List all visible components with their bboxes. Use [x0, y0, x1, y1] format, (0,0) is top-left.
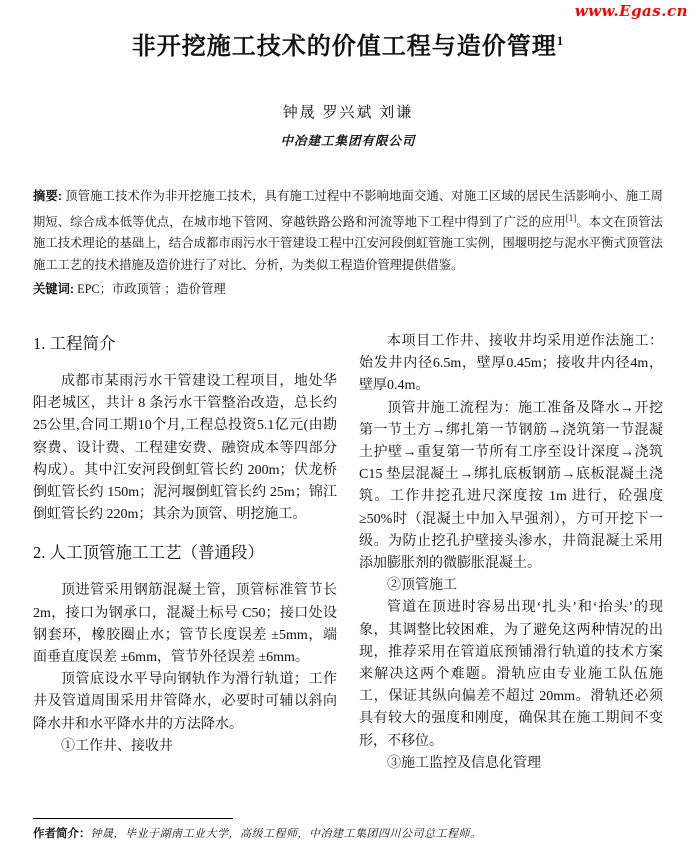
- footnote-divider: [33, 818, 233, 819]
- section-heading-2: 2. 人工顶管施工工艺（普通段）: [33, 543, 264, 563]
- keywords-paragraph: [33, 279, 663, 301]
- construction-flow-paragraph: 顶管井施工流程为：施工准备及降水→开挖第一节土方→绑扎第一节钢筋→浇筑第一节混凝土护壁→重复第一节所有工序至设计深度→浇筑 C15 垫层混凝土→绑扎底板钢筋→底板混凝土浇筑。工作井挖孔进尺深度按 1m 进行，砼强度≥50%时（混凝土中加入早强剂），方可开挖下一级。为防止挖孔护壁接头渗水，井筒混凝土采用添加膨胀剂的微膨胀混凝土。: [359, 400, 663, 572]
- list-item-2: ②顶管施工: [387, 578, 457, 594]
- two-column-body: [33, 331, 663, 775]
- keywords-label: 关键词:: [33, 282, 74, 297]
- citation-marker: [1]: [565, 212, 577, 223]
- footnote-label: 作者简介：: [33, 828, 91, 840]
- footnote-text: [33, 826, 663, 842]
- abstract-text-continued: 。本文在顶管法施工技术理论的基础上，结合成都市雨污水干管建设工程中江安河段倒虹管施工实例，围堰明挖与泥水平衡式顶管法施工工艺的技术措施及造价进行了对比、分析，为类似工程造价管理提供借鉴。: [33, 214, 663, 272]
- list-item-1: ①工作井、接收井: [61, 738, 173, 754]
- pipe-jacking-paragraph: 管道在顶进时容易出现‘扎头’和‘抬头’的现象，其调整比较困难，为了避免这两种情况的出现，推荐采用在管道底预铺滑行轨道的技术方案来解决这两个难题。滑轨应由专业施工队伍施工，保证其纵向偏差不超过 20mm。滑轨还必须具有较大的强度和刚度，确保其在施工期间不变形，不移位。: [359, 600, 663, 749]
- author-footnote: [33, 818, 663, 842]
- project-overview-paragraph: 成都市某雨污水干管建设工程项目，地处华阳老城区，共计 8 条污水干管整治改造，总长约25公里,合同工期10个月,工程总投资5.1亿元(由勘察费、设计费、工程建安费、融资成本等四部分构成）。其中江安河段倒虹管长约 200m；伏龙桥倒虹管长约 150m；泥河堰倒虹管长约 25m；锦江倒虹管长约 220m；其余为顶管、明挖施工。: [33, 374, 337, 523]
- abstract-text: 顶管施工技术作为非开挖施工技术，具有施工过程中不影响地面交通、对施工区域的居民生活影响小、施工周期短、综合成本低等优点，在城市地下管网、穿越铁路公路和河流等地下工程中得到了广泛的应用: [33, 189, 663, 229]
- keywords-text: EPC；市政顶管 ；造价管理: [77, 282, 226, 297]
- list-item-3: ③施工监控及信息化管理: [387, 755, 541, 771]
- abstract-paragraph: [33, 186, 663, 276]
- abstract-label: 摘要:: [33, 189, 63, 203]
- pipe-spec-paragraph: 顶进管采用钢筋混凝土管，顶管标准管节长2m，接口为钢承口，混凝土标号 C50；接口处设钢套环，橡胶圈止水；管节长度误差 ±5mm，端面垂直度误差 ±6mm，管节外径误差 ±6mm。: [33, 583, 337, 666]
- page-title-text: 非开挖施工技术的价值工程与造价管理: [131, 34, 557, 60]
- shaft-spec-paragraph: 本项目工作井、接收井均采用逆作法施工：始发井内径6.5m，壁厚0.45m；接收井内径4m，壁厚0.4m。: [359, 334, 663, 394]
- affiliation-line: 中冶建工集团有限公司: [280, 134, 416, 148]
- footnote-body: 钟晟，毕业于湖南工业大学，高级工程师，中冶建工集团四川公司总工程师。: [90, 828, 482, 840]
- guide-rail-paragraph: 顶管底设水平导向钢轨作为滑行轨道；工作井及管道周围采用井管降水，必要时可辅以斜向降水井和水平降水井的方法降水。: [33, 672, 337, 732]
- page-title: [0, 26, 696, 61]
- right-column: [359, 331, 663, 775]
- section-heading-1: 1. 工程简介: [33, 334, 116, 353]
- abstract-section: [33, 186, 663, 301]
- authors-line: 钟晟 罗兴斌 刘谦: [282, 105, 414, 121]
- title-footnote-marker: 1: [556, 33, 565, 48]
- left-column: [33, 331, 337, 775]
- site-watermark: www.Egas.cn: [574, 2, 688, 20]
